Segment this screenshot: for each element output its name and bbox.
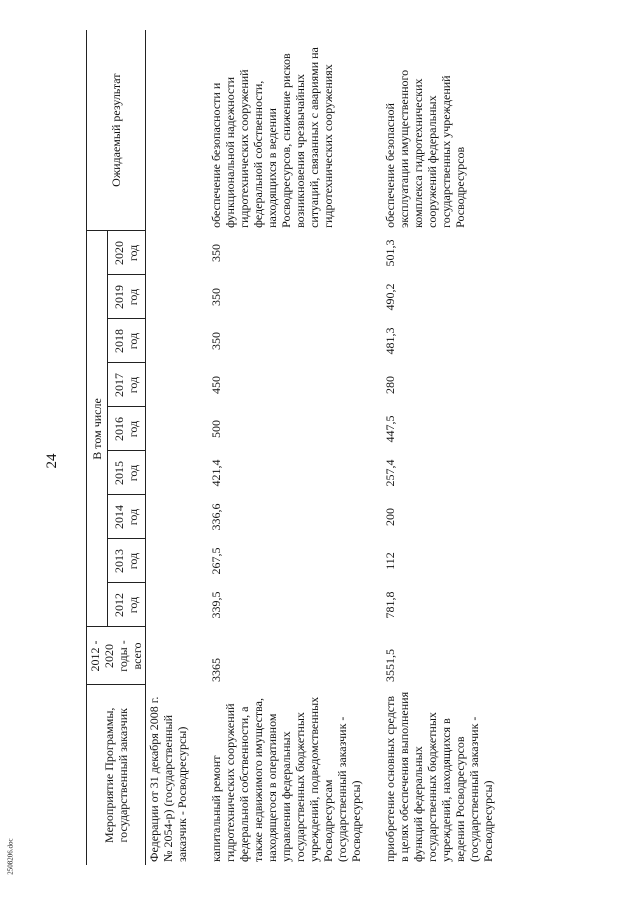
footer-doc-code: 2508206.doc: [6, 838, 15, 875]
header-total: 2012 - 2020 годы - всего: [87, 627, 146, 685]
row2-year-2019: 490,2: [383, 283, 397, 311]
row1-year-2019: 350: [209, 288, 223, 306]
header-year-2018: 2018 год: [107, 319, 145, 363]
page-number: 24: [44, 453, 60, 469]
row1-year-2018: 350: [209, 332, 223, 350]
header-year-2015: 2015 год: [107, 451, 145, 495]
row2-year-2020: 501,3: [383, 239, 397, 267]
row2-year-2012: 781,8: [383, 591, 397, 619]
header-year-2017: 2017 год: [107, 363, 145, 407]
rotated-table-container: [86, 30, 588, 865]
row2-year-2017: 280: [383, 376, 397, 394]
row1-year-2017: 450: [209, 376, 223, 394]
row2-year-2014: 200: [383, 508, 397, 526]
row1-year-2020: 350: [209, 243, 223, 262]
table-row: [375, 30, 496, 865]
header-year-2012: 2012 год: [107, 583, 145, 627]
row1-total: 3365: [209, 658, 223, 682]
program-table: [86, 30, 496, 865]
header-year-2014: 2014 год: [107, 495, 145, 539]
row2-year-2016: 447,5: [383, 415, 397, 443]
row1-year-2012: 339,5: [209, 591, 223, 619]
continuation-text: Федерации от 31 декабря 2008 г. № 2054-р) (государственный заказчик - Росводресурсы): [147, 696, 189, 862]
row2-result: обеспечение безопасной эксплуатации имущественного комплекса гидротехнических сооружений федеральных государственных учреждений Росводресурсов: [383, 69, 467, 228]
header-year-2020: 2020 год: [107, 231, 145, 275]
header-year-2019: 2019 год: [107, 275, 145, 319]
row1-measure: капитальный ремонт гидротехнических сооружений федеральной собственности, а также недвижимого имущества, находящегося в оперативном управлении федеральных государственных бюджетных учреждений, подведомственных Росводресурсам (государственный заказчик - Росводресурсы): [209, 696, 363, 862]
row1-year-2015: 421,4: [209, 459, 223, 487]
row2-measure: приобретение основных средств в целях обеспечения выполнения функций федеральных государственных бюджетных учреждений, находящихся в ведении Росводресурсов (государственный заказчик - Росводресурсы): [383, 691, 495, 862]
row1-year-2014: 336,6: [209, 503, 223, 531]
row1-year-2016: 500: [209, 420, 223, 438]
row1-year-2013: 267,5: [209, 547, 223, 575]
header-measure: Мероприятие Программы, государственный заказчик: [87, 685, 146, 865]
header-including: В том числе: [87, 231, 108, 627]
row2-year-2013: 112: [383, 552, 397, 570]
row2-year-2015: 257,4: [383, 459, 397, 487]
row2-year-2018: 481,3: [383, 327, 397, 355]
row2-total: 3551,5: [383, 649, 397, 682]
header-year-2013: 2013 год: [107, 539, 145, 583]
row1-result: обеспечение безопасности и функциональной надежности гидротехнических сооружений федеральной собственности, находящихся в ведении Росводресурсов, снижение рисков возникновения чрезвычайных ситуаций, связанных с авариями на гидротехнических сооружениях: [209, 47, 335, 228]
table-row: [203, 30, 375, 865]
header-result: Ожидаемый результат: [87, 30, 146, 231]
header-year-2016: 2016 год: [107, 407, 145, 451]
